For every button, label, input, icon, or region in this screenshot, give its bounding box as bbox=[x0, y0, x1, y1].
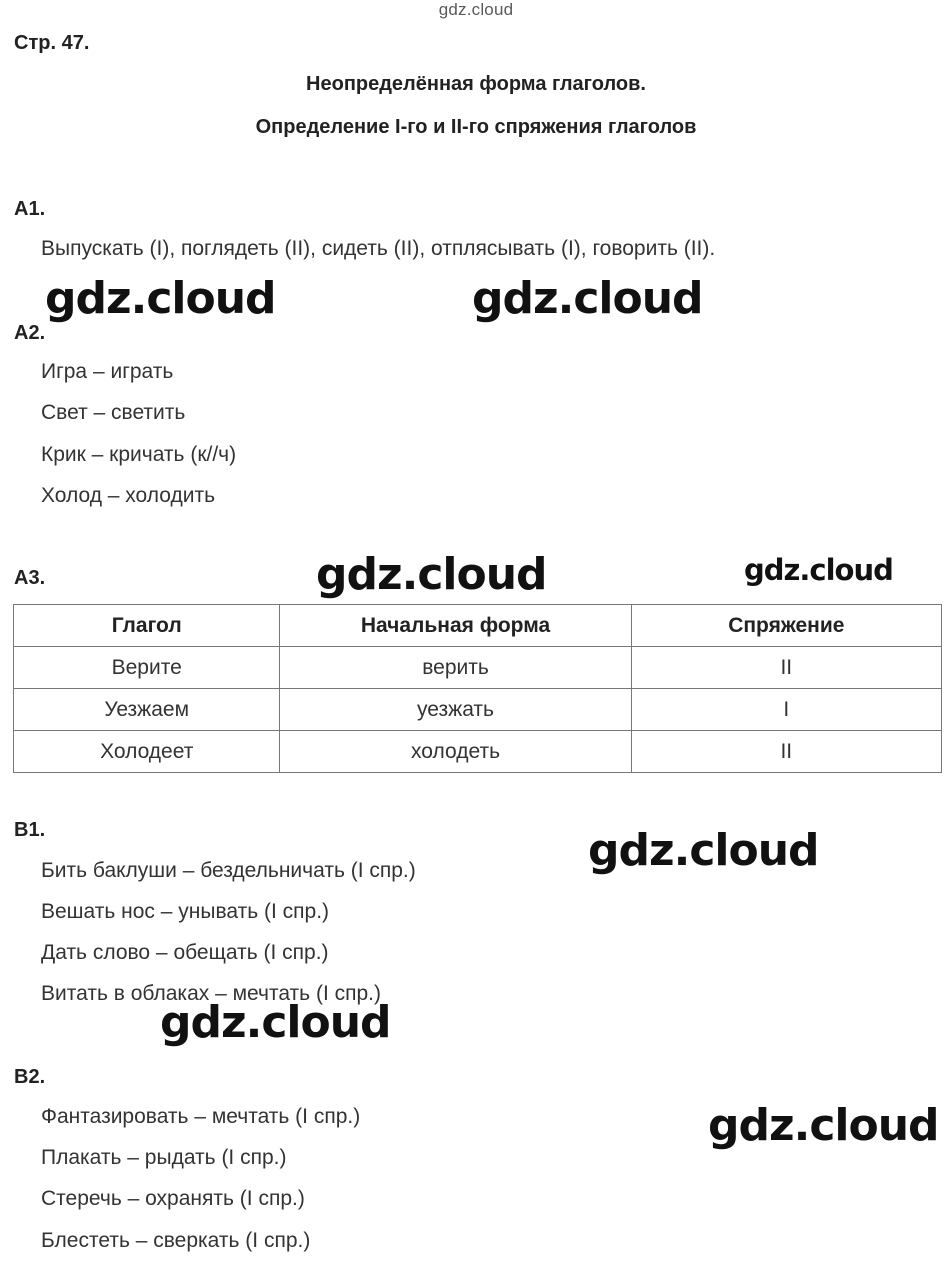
table-cell-infinitive: уезжать bbox=[280, 689, 631, 731]
page-number: Стр. 47. bbox=[14, 32, 90, 54]
b2-line: Блестеть – сверкать (I спр.) bbox=[41, 1229, 311, 1252]
b2-line: Стеречь – охранять (I спр.) bbox=[41, 1187, 305, 1210]
b1-line: Вешать нос – унывать (I спр.) bbox=[41, 900, 330, 923]
b1-line: Дать слово – обещать (I спр.) bbox=[41, 941, 329, 964]
section-heading-b1: В1. bbox=[14, 819, 46, 841]
watermark: gdz.cloud bbox=[472, 273, 703, 324]
table-cell-verb: Уезжаем bbox=[14, 689, 280, 731]
table-cell-infinitive: верить bbox=[280, 647, 631, 689]
table-header-row bbox=[14, 605, 942, 647]
watermark: gdz.cloud bbox=[588, 825, 819, 876]
table-cell-conjugation: II bbox=[631, 647, 941, 689]
a2-line: Свет – светить bbox=[41, 401, 186, 424]
page-title: Неопределённая форма глаголов. bbox=[306, 73, 646, 95]
a1-answer: Выпускать (I), поглядеть (II), сидеть (II), отплясывать (I), говорить (II). bbox=[41, 237, 716, 260]
section-heading-a3: А3. bbox=[14, 567, 46, 589]
watermark: gdz.cloud bbox=[316, 549, 547, 600]
column-header-infinitive: Начальная форма bbox=[280, 605, 631, 647]
table-row bbox=[14, 647, 942, 689]
watermark: gdz.cloud bbox=[160, 997, 391, 1048]
section-heading-a1: А1. bbox=[14, 198, 46, 220]
table-row bbox=[14, 731, 942, 773]
b2-line: Плакать – рыдать (I спр.) bbox=[41, 1146, 287, 1169]
table-cell-conjugation: I bbox=[631, 689, 941, 731]
table-cell-conjugation: II bbox=[631, 731, 941, 773]
top-watermark: gdz.cloud bbox=[438, 0, 514, 19]
conjugation-table bbox=[13, 604, 942, 773]
watermark: gdz.cloud bbox=[708, 1100, 939, 1151]
page-subtitle: Определение I-го и II-го спряжения глаголов bbox=[255, 116, 697, 138]
table-cell-verb: Верите bbox=[14, 647, 280, 689]
b2-line: Фантазировать – мечтать (I спр.) bbox=[41, 1105, 361, 1128]
column-header-verb: Глагол bbox=[14, 605, 280, 647]
a2-line: Крик – кричать (к//ч) bbox=[41, 443, 237, 466]
section-heading-a2: А2. bbox=[14, 322, 46, 344]
a2-line: Игра – играть bbox=[41, 360, 174, 383]
table-cell-infinitive: холодеть bbox=[280, 731, 631, 773]
table-cell-verb: Холодеет bbox=[14, 731, 280, 773]
a2-line: Холод – холодить bbox=[41, 484, 216, 507]
b1-line: Витать в облаках – мечтать (I спр.) bbox=[41, 982, 381, 1005]
column-header-conjugation: Спряжение bbox=[631, 605, 941, 647]
watermark: gdz.cloud bbox=[744, 553, 893, 587]
table-row bbox=[14, 689, 942, 731]
watermark: gdz.cloud bbox=[45, 273, 276, 324]
b1-line: Бить баклуши – бездельничать (I спр.) bbox=[41, 859, 416, 882]
section-heading-b2: В2. bbox=[14, 1066, 46, 1088]
